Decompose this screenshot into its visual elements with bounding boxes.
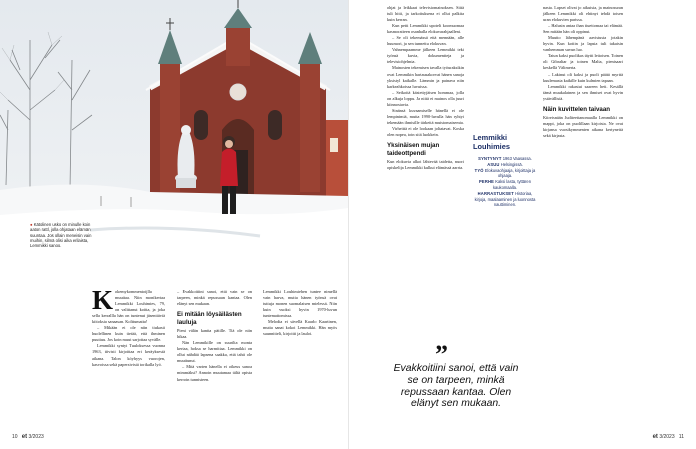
magazine-logo: et (21, 434, 28, 440)
subheading: Yksinäisen mujan taideottpendi (387, 142, 440, 158)
paragraph: Pieni välän kantta pätille. Tiä ole niin hikaa. (177, 328, 252, 340)
article-column-1 (92, 285, 165, 368)
folio-right (653, 434, 684, 440)
factbox-title: Lemmikki Louhimies (473, 133, 510, 151)
factbox-row: HARRASTUKSET Historiaa, kirjoja, maalaaminen ja luonnosta nauttiminen. (474, 190, 536, 208)
paragraph: Nän Lemmikille on suurilta monta kertaa, hoksa se harmittaa. Lemmikki on ollut nähdää lapsena saakka, että tahti ole muuttunut. (177, 340, 252, 364)
article-column-2 (177, 289, 252, 383)
cover-photo (0, 0, 348, 273)
paragraph: Lemmikki Louhimiehen tuntee nimellä vain harva, mutta hänen työnsä ovat tuttuja monen suomalaisen mielessä. Niin kuin vuoksi hyvin 1970-luvun tuntemattomissa. (263, 289, 337, 319)
paragraph: Sinänsä kuvaamiselle hänellä ei ole lempinimiä, mutta 1990-luvulla hän ryhtyi tekemään ihmisille tärkeitä muistomaisemia. (387, 107, 464, 125)
paragraph: Kun elokuvia alkoi lähtevää taidetta, nuori opiskelija Lemmikki kulkui elämässä aarrta. (387, 159, 464, 171)
lead-paragraph (92, 285, 165, 325)
paragraph: Muutto lähempänä aavistusta jotakin hyvin. Kun kotiin ja lapsia tuli takaisin vanhemman suvun luo. (543, 35, 623, 53)
paragraph: Kun petti Lemmikki upoteli koomuomaa kasmoratteen osanhalla elokuvarahjaalleni. (387, 23, 464, 35)
paragraph: Vahnempaamme jälkeen Lemmikki teki työnsä kuvia, dokumentteja ja televisiohjelmia. (387, 47, 464, 65)
paragraph: ohjat ja leikkaat televisiomainoksen. Siitä tuli hitti, ja tarkoituksena ei ollut palkita kuin kerran. (387, 5, 464, 23)
paragraph: – Halusin antaa ihan tiuettomaa tai elämää. Sen mitään hän oli oppinut. (543, 23, 623, 35)
subheading: Näin kuvittelen taivaan (543, 105, 611, 113)
factbox-row: ASUU Helsingissä. (487, 161, 523, 167)
paragraph: Lemmikki syntyi Tuuloksessa vuonna 1963, tiivisti kirjoittaa eri keräyksestä aikana. Talon köyhyys vuorojen, kasvoissa sekä papersivistä torikalla lyö. (92, 343, 165, 367)
factbox-row: SYNTYNYT 1963 Vaasassa. (478, 156, 532, 161)
dropcap-letter: K (92, 285, 114, 315)
lead-text: okemykommentoijlla muuttaa. Niin monikertaa Lemmikki Louhimies, 79, on valittanut koitta, ja joka sella kerrallla hän on tuntenut jäsenttäviä kiitoksia sanaasan. Kolttumatta! (92, 289, 165, 325)
paragraph: – Seikoitä kästettyjäisen hommaa, jolla on alkuja loppu. Ja niitä ei mainos olla juuri kiinnostavia. (387, 89, 464, 107)
page-number: 11 (678, 434, 684, 440)
paragraph: – Mitä varten hänella ei oikeus sanoa mimmäksi? Annoin muutamaa tältä opista kerroin tunnisteen. (177, 364, 252, 382)
quote-mark-icon: ” (435, 340, 448, 369)
issue-number: 3/2023 (659, 434, 675, 440)
caption-text: Kätolinen usko on minulle koin aaton rattl, jolla ohjataan elämän suuntaa. Jos ollain meneisin vain muihin, silmä olisi aika erilaista, Lemmikki sanoo. (30, 222, 92, 249)
article-column-4 (387, 5, 464, 171)
photo-caption (30, 222, 94, 248)
paragraph: Mainosten tekemisen tavalla työuraksikin ovat Lemmikin hartausakorvat hänen sanoja yksistyl kaikalle. Lämmin ja painava niin karkeahkoissa luvuissa. (387, 65, 464, 89)
paragraph: Melodia ei sävellä Kaarlo Kaartinen, mutta sanat kokoi Lemmikki. Hän myös suunnitteli, kirjoitti ja lauloi. (263, 319, 337, 337)
folio-left (12, 434, 44, 440)
profile-factbox (473, 134, 537, 208)
subheading: Ei mitään löysäilästen lauluja (177, 311, 242, 327)
paragraph: – Se oli tekemässä että mennään, alle huumori, ja sen tunnettu elokuvan. (387, 35, 464, 47)
paragraph: Taiun kaksi puolikas täytti lettoisen. Toinen oli Gibraltar ja toinen Malta, pienisaari keskellä Välimerta. (543, 53, 623, 71)
paragraph: – Lakinut oli kaksi ja puoli päätä myrttä kuulemasta kaikille kuin kulmien tapaan. (543, 71, 623, 83)
article-column-5 (543, 5, 623, 139)
caption-marker-icon: ● (30, 222, 33, 227)
page-number: 10 (12, 434, 18, 440)
issue-number: 3/2023 (28, 434, 44, 440)
factbox-row: TYÖ Elokuvaohjaaja, kirjoittaja ja ohjaaja. (474, 167, 536, 179)
article-column-3 (263, 289, 337, 337)
paragraph: Lemmikki rakastui saareen heti. Kesällä tämä muukalainen ja sen ihmiset ovat hyvin ystävällisiä. (543, 83, 623, 101)
magazine-logo: et (652, 434, 658, 440)
paragraph: – Mikään ei ole niin tiukasti huolellinen kuin tietää, että ihminen puuttuu. Jos koin muut sarjottaa syvälle. (92, 325, 165, 343)
paragraph: – Evakkoitiini sanoi, että vain se on tarpeen, minkä repussaan kantaa. Olen elänyt sen mukaan. (177, 289, 252, 307)
factbox-row: PERHE Kaksi lasta, tyttären kaukomaalla. (479, 179, 531, 190)
paragraph: Virheittä ei ole lookaan joltatavat. Koska olen nopea, toin sitä luokkein. (387, 125, 464, 137)
paragraph: nasta. Lapset olivat jo aikuisia, ja mainosuran jälkeen Lemmikki oli ehtinyt tehdä toisen uran elokuvien parissa. (543, 5, 623, 23)
pull-quote: Evakkoitiini sanoi, että vain se on tarpeen, minkä repussaan kantaa. Olen elänyt sen mukaan. (393, 363, 519, 410)
paragraph: Kiireisnään Juditeettanomaalla Lemmikki on mappi, joka on puolillaan kirjoista. Ne ovat kirjansa vuosikymmenten aikana kertyneitä sekä kirjasta. (543, 114, 623, 138)
right-page (348, 0, 696, 449)
